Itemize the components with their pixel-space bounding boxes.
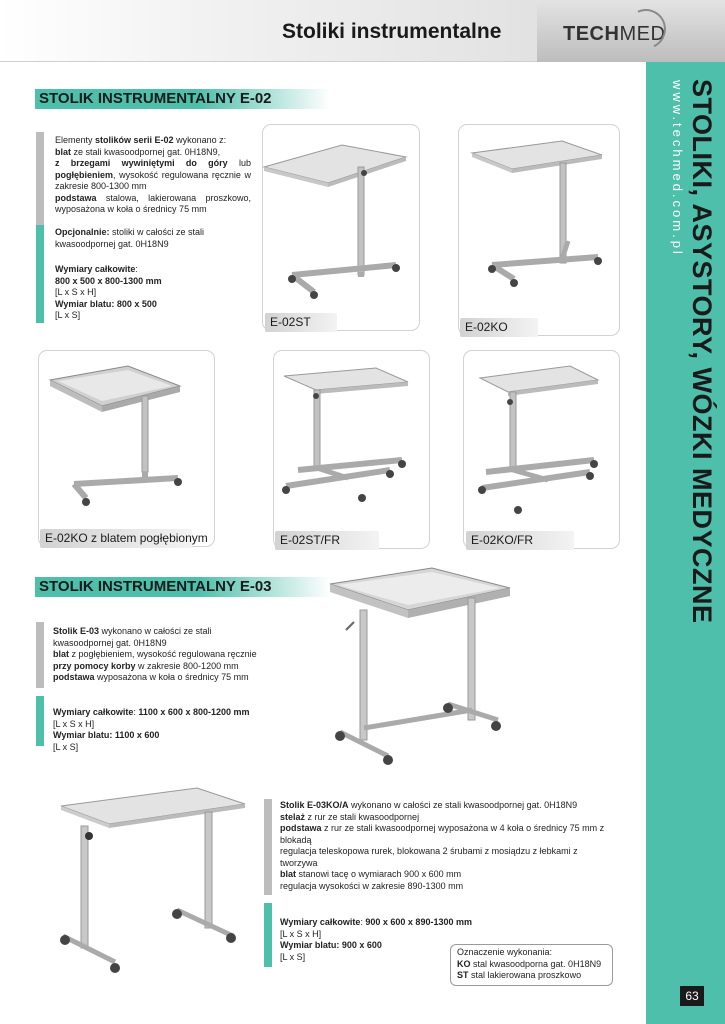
- legend-box: [450, 944, 613, 986]
- grey-accent-bar: [264, 799, 272, 895]
- table-image-e03ko-a: [55, 786, 255, 981]
- section-heading-e03-text: STOLIK INSTRUMENTALNY E-03: [39, 578, 272, 595]
- legend-title: Oznaczenie wykonania:: [457, 947, 553, 957]
- logo-thin-text: MED: [619, 23, 666, 45]
- grey-accent-bar: [36, 132, 44, 225]
- legend-ko: KO stal kwasoodporna gat. 0H18N9: [457, 958, 602, 969]
- teal-accent-bar: [264, 903, 272, 967]
- variant-label-e02st: E-02ST: [265, 313, 337, 332]
- variant-label-e02ko-deep: E-02KO z blatem pogłębionym: [40, 529, 192, 548]
- website-url: www.techmed.com.pl: [670, 80, 685, 257]
- e03-description: Stolik E-03 wykonano w całości ze stali kwasoodpornej gat. 0H18N9 blat z pogłębieniem, wysokość regulowana ręcznie przy pomocy korby w zakresie 800-1200 mm podstawa wyposażona w koła o średnicy 75 mm: [53, 626, 257, 682]
- variant-label-e02ko: E-02KO: [460, 318, 538, 337]
- page-number: 63: [680, 986, 704, 1006]
- e02-dimensions: Wymiary całkowite: 800 x 500 x 800-1300 mm [L x S x H] Wymiar blatu: 800 x 500 [L x S]: [55, 264, 162, 320]
- table-image-e02ko: [468, 137, 618, 307]
- section-heading-e02-text: STOLIK INSTRUMENTALNY E-02: [39, 90, 272, 107]
- page-title: Stoliki instrumentalne: [282, 20, 502, 43]
- e03ko-a-description: Stolik E-03KO/A wykonano w całości ze stali kwasoodpornej gat. 0H18N9 stelaż z rur ze stali kwasoodpornej podstawa z rur ze stali kwasoodpornej wyposażona w 4 koła o średnicy 75 mm z blokadą regulacja teleskopowa rurek, blokowana 2 śrubami z mosiądzu z łebkami z tworzywa blat stanowi tacę o wymiarach 900 x 600 mm regulacja wysokości w zakresie 890-1300 mm: [280, 800, 605, 891]
- e03-dimensions: Wymiary całkowite: 1100 x 600 x 800-1200 mm [L x S x H] Wymiar blatu: 1100 x 600 [L x S]: [53, 707, 250, 752]
- e02-description: Elementy stolików serii E-02 wykonano z: blat ze stali kwasoodpornej gat. 0H18N9, z brzegami wywiniętymi do góry lub pogłębieniem, wysokość regulowana ręcznie w zakresie 800-1300 mm podstawa stalowa, lakierowana proszkowo, wyposażona w koła o średnicy 75 mm: [55, 135, 252, 214]
- e02-option-text: Opcjonalnie: stoliki w całości ze stali kwasoodpornej gat. 0H18N9: [55, 227, 205, 249]
- legend-st: ST stal lakierowana proszkowo: [457, 970, 582, 980]
- teal-accent-bar: [36, 225, 44, 323]
- teal-accent-bar: [36, 696, 44, 746]
- table-image-e02ko-fr: [470, 360, 615, 520]
- variant-label-e02st-fr: E-02ST/FR: [275, 531, 379, 550]
- section-heading-e03: [35, 577, 330, 597]
- table-image-e03: [330, 560, 520, 772]
- logo-bold-text: TECH: [563, 23, 620, 45]
- e03ko-a-dimensions: Wymiary całkowite: 900 x 600 x 890-1300 mm [L x S x H] Wymiar blatu: 900 x 600 [L x S]: [280, 917, 472, 962]
- table-image-e02ko-deep: [46, 360, 186, 510]
- variant-label-e02ko-fr: E-02KO/FR: [466, 531, 574, 550]
- category-title: STOLIKI, ASYSTORY, WÓZKI MEDYCZNE: [687, 79, 717, 624]
- section-heading-e02: [35, 89, 330, 109]
- table-image-e02st-fr: [278, 360, 423, 520]
- grey-accent-bar: [36, 622, 44, 688]
- table-image-e02st: [264, 137, 414, 307]
